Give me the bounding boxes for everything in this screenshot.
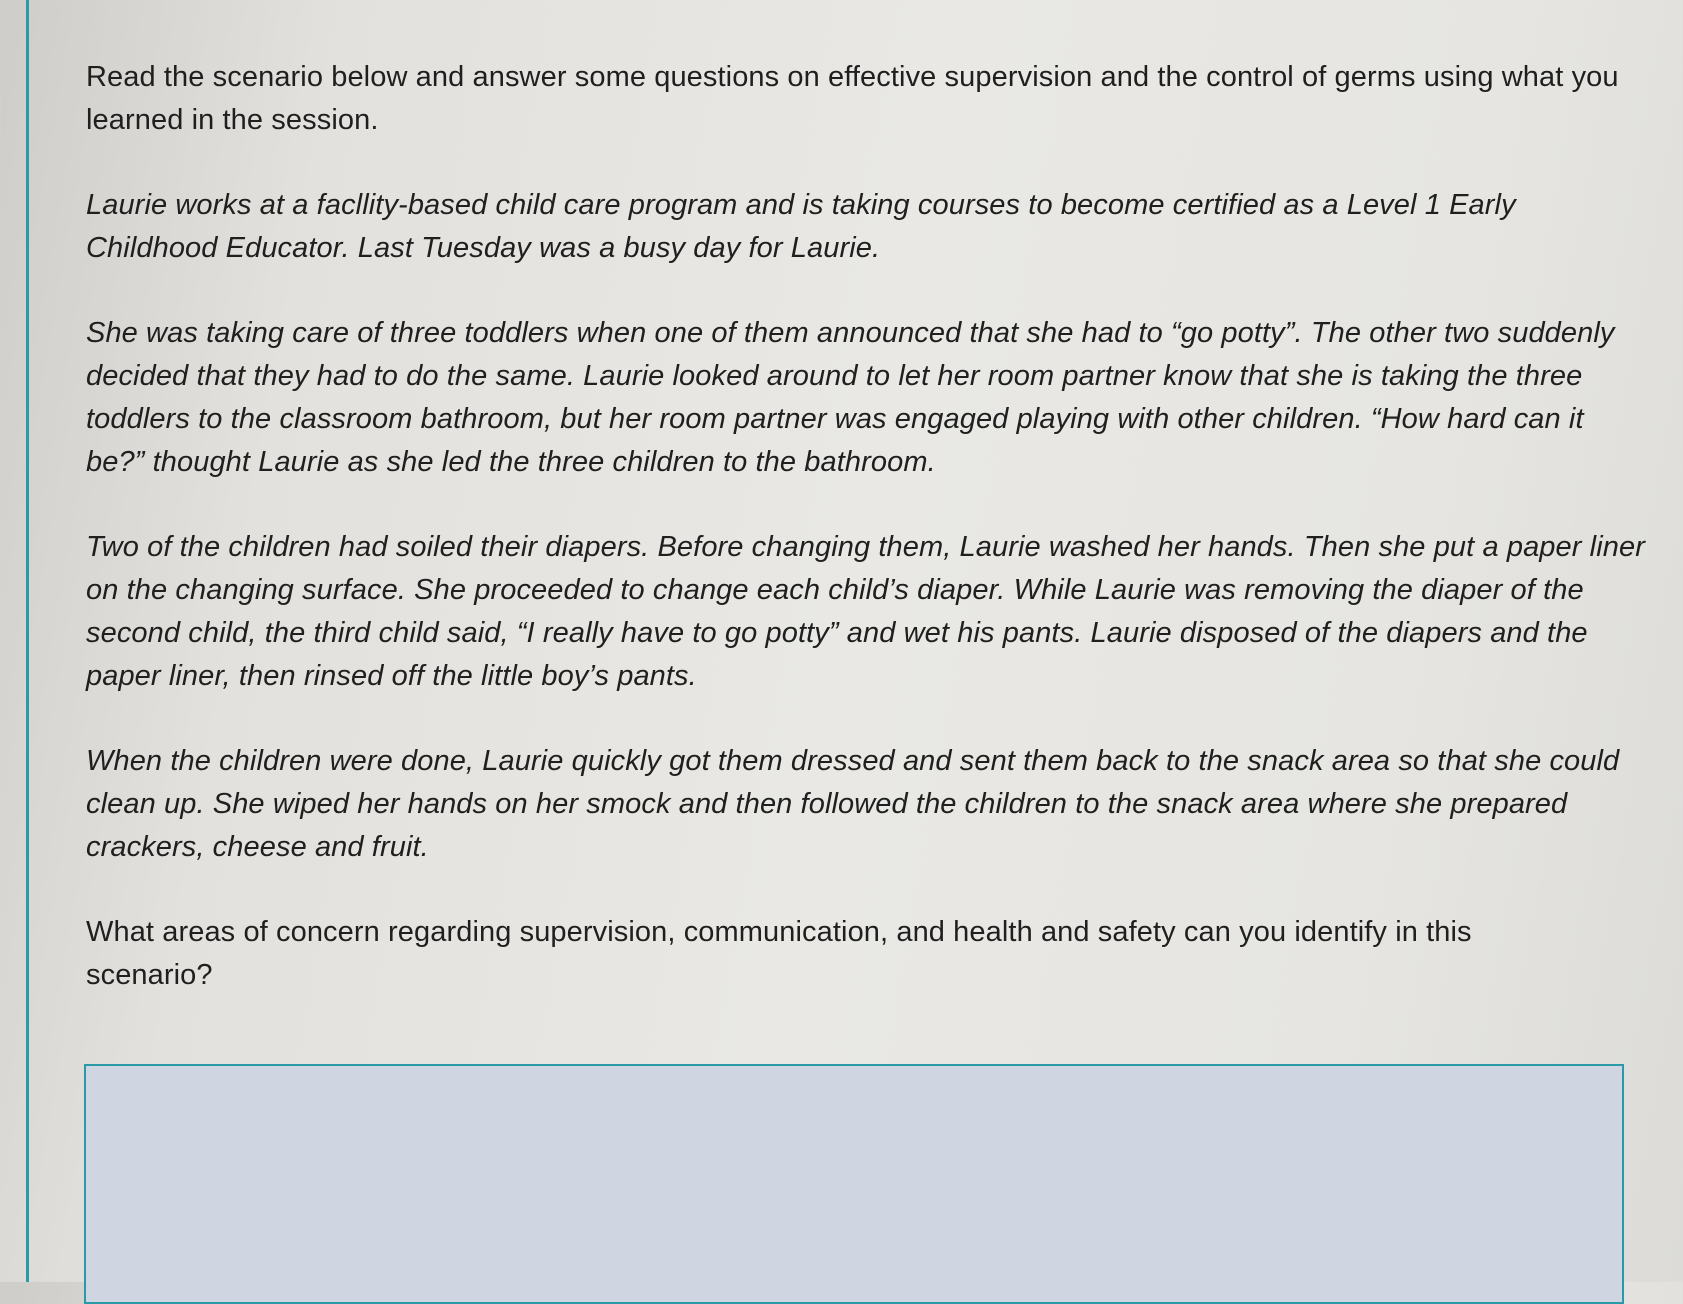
scenario-paragraph-2: She was taking care of three toddlers when one of them announced that she had to “go potty”. The other two suddenly decided that they had to do the same. Laurie looked around to let her room partner know that she is taking the three toddlers to the classroom bathroom, but her room partner was engaged playing with other children. “How hard can it be?” thought Laurie as she led the three children to the bathroom. [86,317,1615,478]
question-content [86,56,1646,1039]
scenario-paragraph-3: Two of the children had soiled their diapers. Before changing them, Laurie washed her hands. Then she put a paper liner on the changing surface. She proceeded to change each child’s diaper. While Laurie was removing the diaper of the second child, the third child said, “I really have to go potty” and wet his pants. Laurie disposed of the diapers and the paper liner, then rinsed off the little boy’s pants. [86,531,1645,692]
left-accent-border [26,0,29,1282]
intro-text: Read the scenario below and answer some questions on effective supervision and the control of germs using what you learned in the session. [86,61,1619,136]
question-prompt: What areas of concern regarding supervision, communication, and health and safety can you identify in this scenario? [86,916,1472,991]
scenario-paragraph-1: Laurie works at a facllity-based child care program and is taking courses to become certified as a Level 1 Early Childhood Educator. Last Tuesday was a busy day for Laurie. [86,189,1516,264]
scenario-paragraph-4: When the children were done, Laurie quickly got them dressed and sent them back to the snack area so that she could clean up. She wiped her hands on her smock and then followed the children to the snack area where she prepared crackers, cheese and fruit. [86,745,1620,863]
answer-text-area[interactable] [84,1064,1624,1304]
